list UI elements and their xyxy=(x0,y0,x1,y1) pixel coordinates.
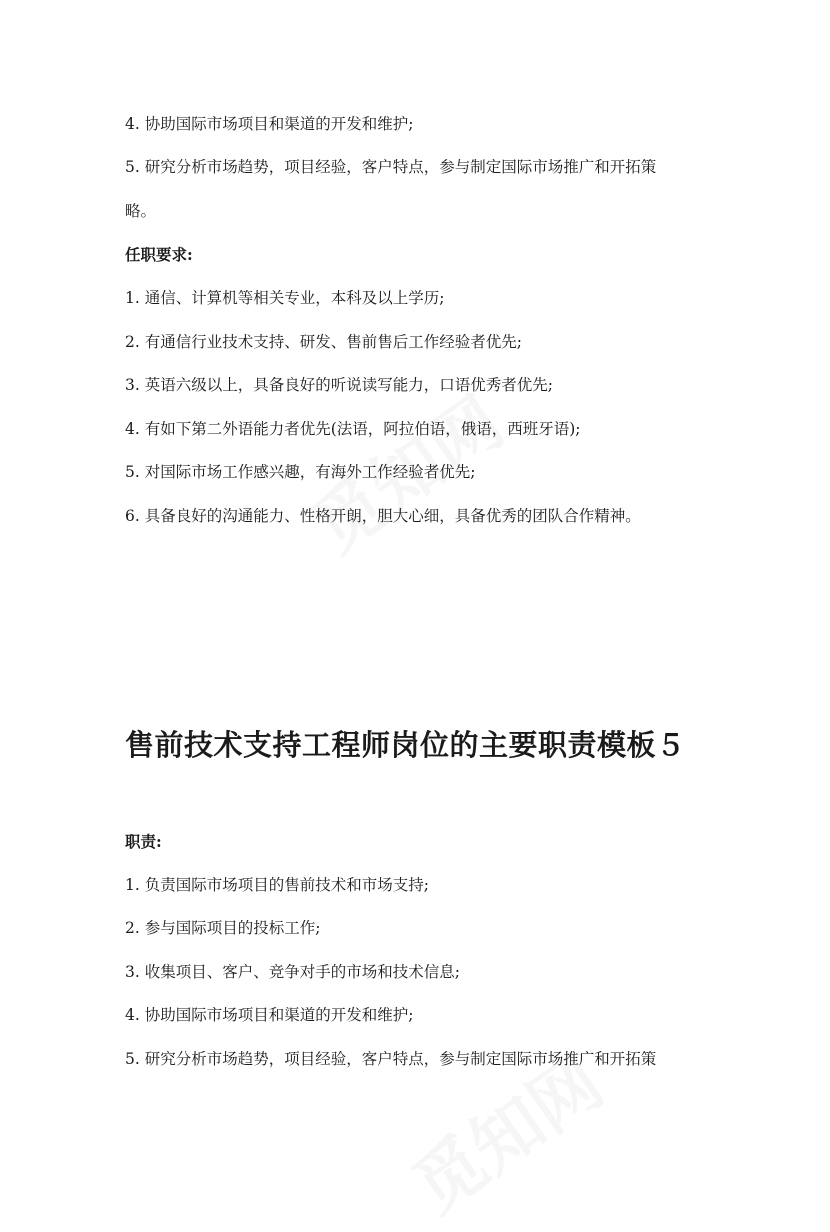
duty-item-3: 3. 收集项目、客户、竞争对手的市场和技术信息; xyxy=(125,963,460,981)
requirement-item-6: 6. 具备良好的沟通能力、性格开朗，胆大心细，具备优秀的团队合作精神。 xyxy=(125,507,641,525)
requirement-item-4: 4. 有如下第二外语能力者优先(法语，阿拉伯语，俄语，西班牙语); xyxy=(125,420,581,438)
duty-item-1: 1. 负责国际市场项目的售前技术和市场支持; xyxy=(125,876,429,894)
duty-item-5: 5. 研究分析市场趋势，项目经验，客户特点，参与制定国际市场推广和开拓策 xyxy=(125,1050,657,1068)
duty-item-2: 2. 参与国际项目的投标工作; xyxy=(125,919,321,937)
top-line-1: 4. 协助国际市场项目和渠道的开发和维护; xyxy=(125,115,414,133)
requirement-item-1: 1. 通信、计算机等相关专业，本科及以上学历; xyxy=(125,289,445,307)
top-line-2: 5. 研究分析市场趋势，项目经验，客户特点，参与制定国际市场推广和开拓策 xyxy=(125,158,657,176)
requirements-heading: 任职要求: xyxy=(125,245,193,264)
requirement-item-5: 5. 对国际市场工作感兴趣，有海外工作经验者优先; xyxy=(125,463,476,481)
template-5-title: 售前技术支持工程师岗位的主要职责模板５ xyxy=(125,728,686,762)
requirement-item-3: 3. 英语六级以上，具备良好的听说读写能力，口语优秀者优先; xyxy=(125,376,553,394)
duty-item-4: 4. 协助国际市场项目和渠道的开发和维护; xyxy=(125,1006,414,1024)
duties-heading: 职责: xyxy=(125,832,162,851)
top-line-3: 略。 xyxy=(125,202,157,220)
requirement-item-2: 2. 有通信行业技术支持、研发、售前售后工作经验者优先; xyxy=(125,333,522,351)
